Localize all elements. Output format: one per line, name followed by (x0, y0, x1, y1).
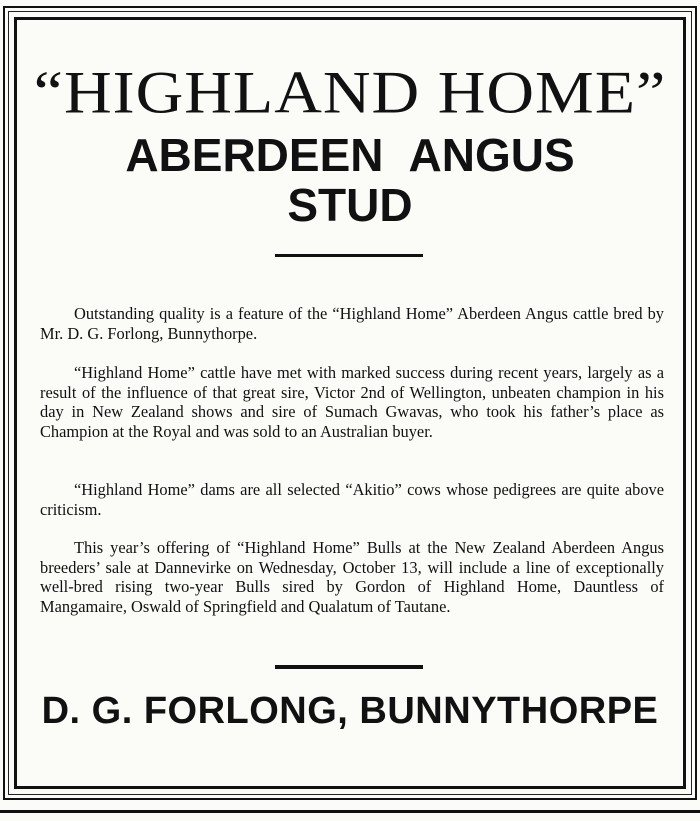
divider-top (275, 254, 423, 257)
page-bottom-rule (0, 810, 700, 813)
paragraph-dams: “Highland Home” dams are all selected “Akitio” cows whose pedigrees are quite above criticism. (40, 480, 664, 519)
ad-subtitle: ABERDEEN ANGUS (125, 129, 575, 181)
paragraph-history: “Highland Home” cattle have met with marked success during recent years, largely as a result of the influence of that great sire, Victor 2nd of Wellington, unbeaten champion in his day in New Zealand shows and sire of Sumach Gwavas, who took his father’s place as Champion at the Royal and was sold to an Australian buyer. (40, 363, 664, 441)
divider-bottom (275, 665, 423, 669)
paragraph-offering: This year’s offering of “Highland Home” Bulls at the New Zealand Aberdeen Angus breeders’ sale at Dannevirke on Wednesday, October 13, will include a line of exceptionally well-bred rising two-year Bulls sired by Gordon of Highland Home, Dauntless of Mangamaire, Oswald of Springfield and Qualatum of Tautane. (40, 538, 664, 616)
paragraph-intro: Outstanding quality is a feature of the “Highland Home” Aberdeen Angus cattle bred by Mr. D. G. Forlong, Bunnythorpe. (40, 304, 664, 343)
advertiser-name: D. G. FORLONG, BUNNYTHORPE (41, 690, 659, 732)
ad-subtitle-stud: STUD (287, 179, 413, 231)
ad-title: “HIGHLAND HOME” (33, 58, 667, 127)
